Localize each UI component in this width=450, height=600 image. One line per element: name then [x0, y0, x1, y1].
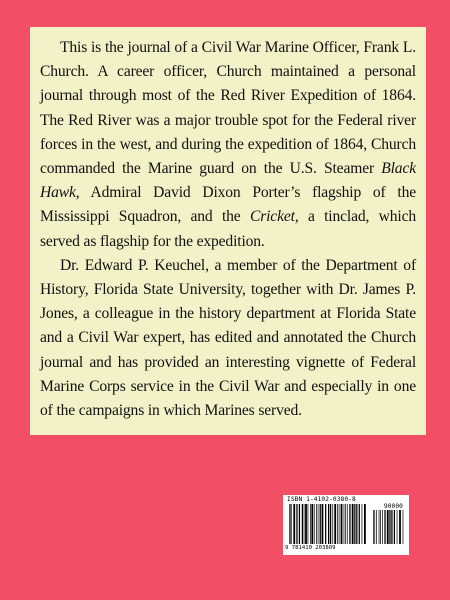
barcode-bar: [299, 504, 300, 544]
barcode-bar: [354, 504, 355, 544]
barcode-bar: [310, 504, 311, 544]
barcode-bar: [339, 504, 340, 544]
barcode-bar: [364, 504, 366, 544]
barcode-bar: [289, 504, 290, 544]
barcode-bar: [373, 510, 374, 544]
blurb-panel: [30, 27, 426, 435]
blurb-paragraph-1: [40, 36, 416, 254]
blurb-p1-middle: , Admiral David Dixon Porter’s flagship of the Mississippi Squadron, and the: [40, 184, 416, 226]
ship-name-black-hawk: Black Hawk: [40, 160, 416, 202]
barcode-bar: [362, 504, 363, 544]
barcode-bar: [330, 504, 331, 544]
ean-digits: 9 781410 203809: [285, 545, 336, 551]
barcode-bar: [380, 510, 381, 544]
barcode-bar: [397, 510, 398, 544]
barcode-bar: [356, 504, 357, 544]
barcode-bar: [325, 504, 326, 544]
barcode-bar: [302, 504, 303, 544]
isbn-label: ISBN 1-4102-0380-8: [287, 496, 356, 503]
barcode-bar: [316, 504, 317, 544]
barcode-bar: [391, 510, 392, 544]
barcode-bar: [311, 504, 313, 544]
isbn-label-row: [287, 496, 405, 510]
barcode-bar: [384, 510, 385, 544]
barcode-bar: [376, 510, 377, 544]
barcode-bar: [305, 504, 307, 544]
barcode-bar: [344, 504, 345, 544]
barcode-bar: [347, 504, 348, 544]
barcode-bar: [359, 504, 360, 544]
barcode-bar: [389, 510, 390, 544]
barcode-bar: [341, 504, 343, 544]
barcode-bar: [320, 504, 321, 544]
addon-bars: [373, 510, 403, 544]
barcode-bar: [290, 504, 291, 544]
isbn-barcode: [283, 495, 409, 555]
blurb-p1-end: , a tinclad, which served as flagship for the expedition.: [40, 208, 416, 250]
barcode-bar: [337, 504, 338, 544]
blurb-p1-intro: This is the journal of a Civil War Marine Officer, Frank L. Church. A career officer, Church maintained a personal journal through most of the Red River Expedition of 1864. The Red River was a major trouble spot for the Federal river forces in the west, and during the expedition of 1864, Church commanded the Marine guard on the U.S. Steamer: [40, 39, 416, 178]
barcode-bar: [304, 504, 305, 544]
barcode-bar: [332, 504, 333, 544]
barcode-bars: [287, 504, 405, 546]
barcode-bar: [296, 504, 297, 544]
barcode-bar: [349, 504, 350, 544]
barcode-bar: [374, 510, 375, 544]
barcode-bar: [403, 510, 404, 544]
barcode-bar: [387, 510, 389, 544]
barcode-bar: [322, 504, 324, 544]
barcode-bar: [314, 504, 315, 544]
barcode-bar: [399, 510, 401, 544]
barcode-bar: [308, 504, 309, 544]
barcode-bar: [352, 504, 354, 544]
barcode-bar: [345, 504, 346, 544]
barcode-bar: [328, 504, 329, 544]
ean-bars: [289, 504, 366, 544]
barcode-bar: [382, 510, 383, 544]
price-code: 90000: [383, 503, 403, 510]
barcode-bar: [334, 504, 336, 544]
ship-name-cricket: Cricket: [249, 208, 295, 226]
barcode-bar: [379, 510, 380, 544]
barcode-bar: [394, 510, 395, 544]
barcode-bar: [293, 504, 295, 544]
barcode-bar: [318, 504, 319, 544]
blurb-paragraph-2: Dr. Edward P. Keuchel, a member of the Department of History, Florida State University, together with Dr. James P. Jones, a colleague in the history department at Florida State and a Civil War expert, has edited and annotated the Church journal and has provided an interesting vignette of Federal Marine Corps service in the Civil War and especially in one of the campaigns in which Marines served.: [40, 256, 416, 420]
